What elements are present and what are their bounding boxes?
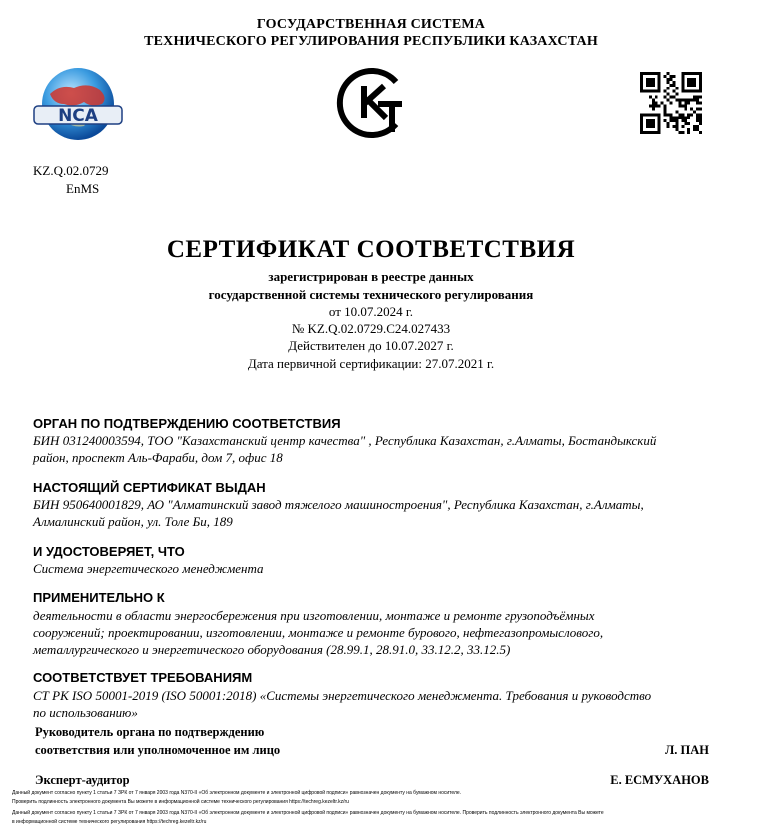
- kz-conformity-mark: [336, 66, 408, 140]
- section-title-certification-body: ОРГАН ПО ПОДТВЕРЖДЕНИЮ СООТВЕТСТВИЯ: [33, 416, 341, 431]
- certification-body-line-2: район, проспект Аль-Фараби, дом 7, офис 18: [33, 450, 283, 465]
- certification-body-line-1: БИН 031240003594, ТОО "Казахстанский центр качества" , Республика Казахстан, г.Алматы, Бостандыкский: [33, 433, 657, 448]
- section-title-issued-to: НАСТОЯЩИЙ СЕРТИФИКАТ ВЫДАН: [33, 480, 266, 495]
- requirements-line-1: СТ РК ISO 50001-2019 (ISO 50001:2018) «Системы энергетического менеджмента. Требования и руководство: [33, 688, 652, 703]
- certificate-title: СЕРТИФИКАТ СООТВЕТСТВИЯ: [166, 236, 576, 263]
- head-signatory-name: Л. ПАН: [664, 743, 709, 757]
- nca-logo-text: NCA: [58, 106, 98, 126]
- registration-code: KZ.Q.02.0729: [33, 163, 109, 178]
- auditor-label: Эксперт-аудитор: [35, 773, 130, 787]
- issued-to-line-2: Алмалинский район, ул. Толе Би, 189: [33, 514, 233, 529]
- requirements-line-2: по использованию»: [33, 705, 138, 720]
- footnote-line-1: Данный документ согласно пункту 1 статьи 7 ЗРК от 7 января 2003 года N370-II «Об электронном документе и электронной цифровой подписи» равнозначен документу на бумажном носителе.: [12, 790, 462, 796]
- valid-until: Действителен до 10.07.2027 г.: [288, 338, 454, 353]
- management-system-type: EnMS: [66, 181, 100, 196]
- section-body-issued-to: [33, 496, 723, 530]
- applicable-line-2: сооружений; проектировании, изготовлении, монтаже и ремонте бурового, нефтегазопромыслового,: [33, 625, 604, 640]
- certifies-line-1: Система энергетического менеджмента: [33, 561, 264, 576]
- certificate-date: от 10.07.2024 г.: [328, 304, 414, 319]
- footnote-line-4: в информационной системе технического регулирования https://techreg.kezeltr.kz/ru: [12, 819, 207, 825]
- registered-line-2: государственной системы технического регулирования: [208, 287, 534, 302]
- first-certification-date: Дата первичной сертификации: 27.07.2021 г.: [247, 356, 495, 371]
- footnote-block-1: [12, 790, 747, 805]
- head-signatory-title-line-1: Руководитель органа по подтверждению: [35, 725, 265, 739]
- section-title-requirements: СООТВЕТСТВУЕТ ТРЕБОВАНИЯМ: [33, 670, 253, 685]
- qr-code: [640, 72, 702, 134]
- header-line-2: ТЕХНИЧЕСКОГО РЕГУЛИРОВАНИЯ РЕСПУБЛИКИ КАЗАХСТАН: [144, 34, 598, 49]
- nca-logo: [30, 64, 126, 146]
- section-body-certification-body: [33, 432, 723, 466]
- footnote-block-2: [12, 810, 747, 825]
- section-body-requirements: [33, 687, 723, 721]
- footnote-line-3: Данный документ согласно пункту 1 статьи 7 ЗРК от 7 января 2003 года N370-II «Об электронном документе и электронной цифровой подписи» равнозначен документу на бумажном носителе. Проверить подлинность электронного документа Вы можете: [12, 810, 604, 816]
- header-line-1: ГОСУДАРСТВЕННАЯ СИСТЕМА: [256, 17, 486, 32]
- section-title-certifies: И УДОСТОВЕРЯЕТ, ЧТО: [33, 544, 185, 559]
- auditor-name: Е. ЕСМУХАНОВ: [610, 773, 709, 787]
- section-body-applicable: [33, 607, 723, 658]
- applicable-line-1: деятельности в области энергосбережения при изготовлении, монтаже и ремонте грузоподъёмных: [33, 608, 595, 623]
- section-title-applicable: ПРИМЕНИТЕЛЬНО К: [33, 590, 165, 605]
- footnote-line-2: Проверить подлинность электронного документа Вы можете в информационной системе технического регулирования https://techreg.kezeltr.kz/ru: [12, 799, 349, 805]
- certificate-number: № KZ.Q.02.0729.C24.027433: [291, 321, 451, 336]
- issued-to-line-1: БИН 950640001829, АО "Алматинский завод тяжелого машиностроения", Республика Казахстан, г.Алматы,: [33, 497, 644, 512]
- section-body-certifies: [33, 560, 723, 577]
- registered-line-1: зарегистрирован в реестре данных: [268, 269, 474, 284]
- applicable-line-3: металлургического и энергетического оборудования (28.99.1, 28.91.0, 33.12.2, 33.12.5): [33, 642, 511, 657]
- head-signatory-title-line-2: соответствия или уполномоченное им лицо: [35, 743, 281, 757]
